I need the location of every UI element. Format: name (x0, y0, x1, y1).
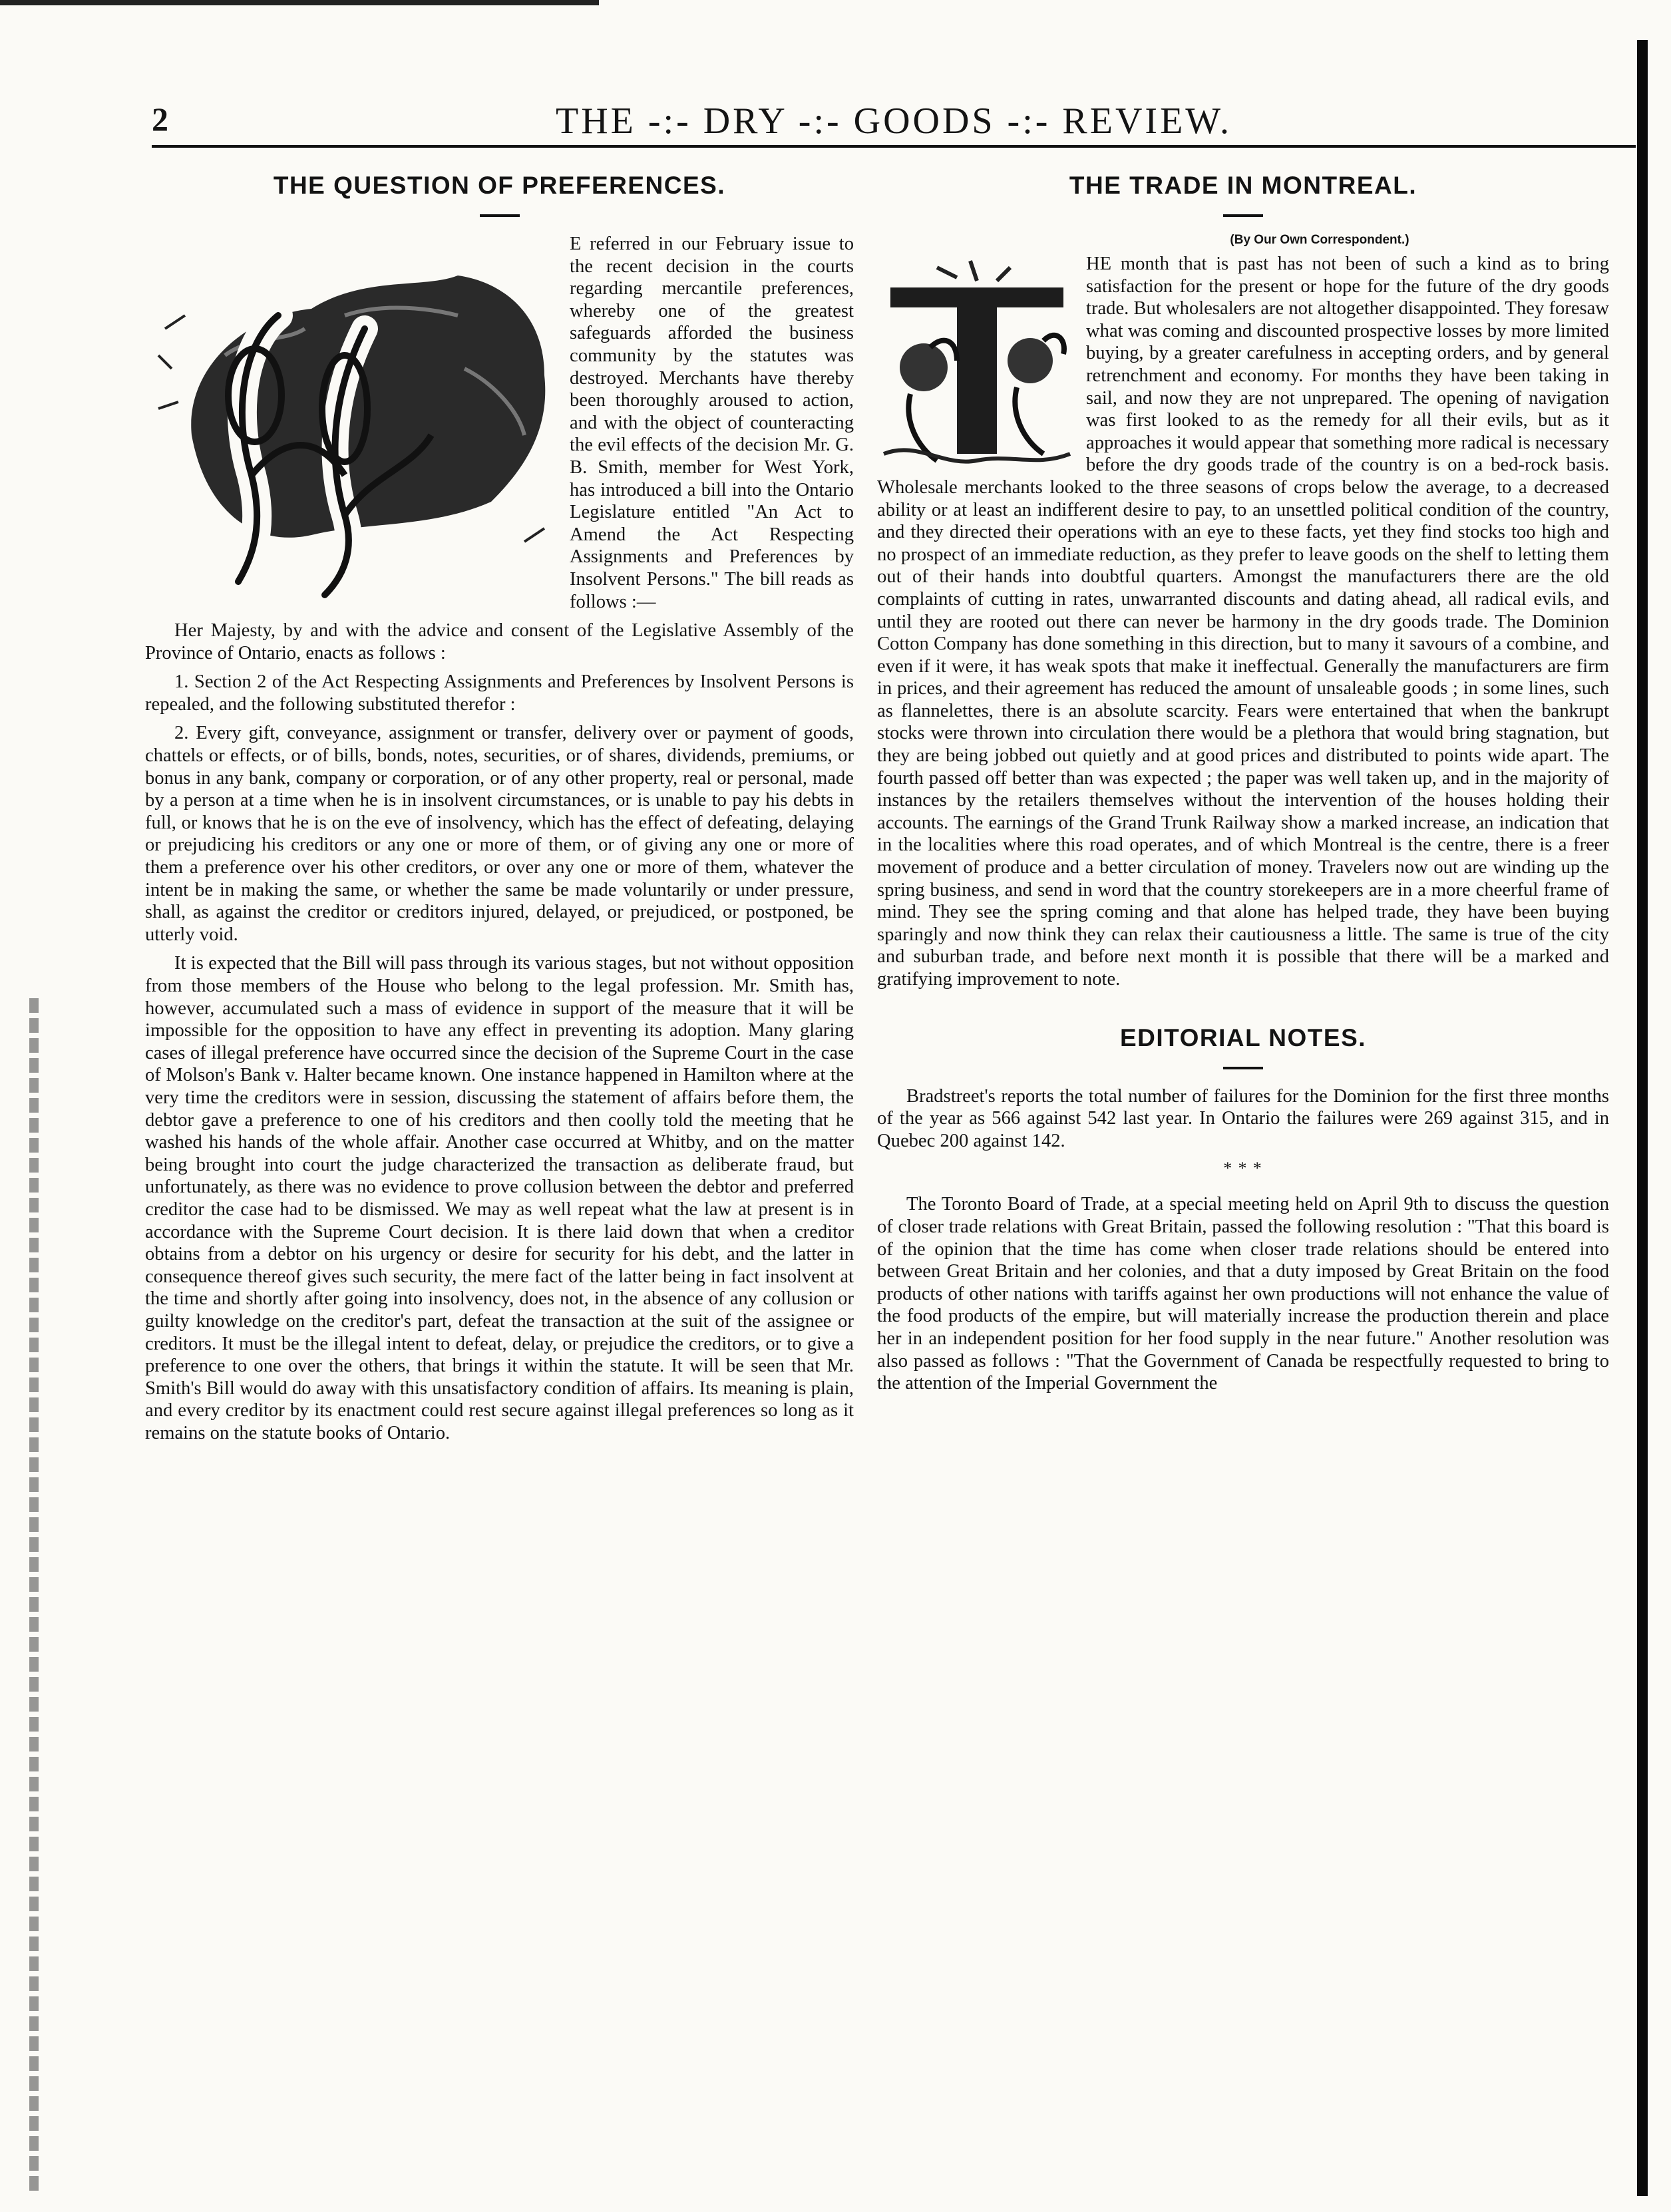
byline: (By Our Own Correspondent.) (1230, 233, 1409, 247)
scan-edge-right (1637, 40, 1648, 2196)
editorial-notes-heading: EDITORIAL NOTES. (1119, 1023, 1367, 1051)
header-rule (152, 145, 1636, 148)
paragraph: The Toronto Board of Trade, at a special meeting held on April 9th to discuss the question of closer trade relations with Great Britain, passed the following resolution : "That this board is of the opinion that the time has come when closer trade relations should be entered into between Great Britain and her colonies, and that a duty imposed by Great Britain on the food products of other nations with tariffs against her own productions will not enhance the value of the food products of the empire, but will materially increase the production therein and place her in an independent position for her food supply in the near future." Another resolution was also passed as follows : "That the Government of Canada be respectfully requested to bring to the attention of the Imperial Government the (877, 1194, 1609, 1394)
article-heading-montreal: THE TRADE IN MONTREAL. (1069, 172, 1417, 199)
running-head (152, 100, 1636, 160)
ornamental-initial-w (145, 236, 558, 608)
journal-title: THE -:- DRY -:- GOODS -:- REVIEW. (556, 100, 1232, 142)
paragraph: Her Majesty, by and with the advice and consent of the Legislative Assembly of the Province of Ontario, enacts as follows : (145, 620, 854, 663)
initial-w-illustration (145, 236, 558, 608)
paragraph: 2. Every gift, conveyance, assignment or transfer, delivery over or payment of goods, chattels or effects, or of bills, bonds, notes, securities, or of shares, dividends, premiums, or bonus in any bank, company or corporation, or of any other property, real or personal, made by a person at a time when he is in insolvent circumstances, or is unable to pay his debts in full, or knows that he is on the eve of insolvency, which has the effect of defeating, delaying or prejudicing his creditors or any one or more of them, or of giving any one or more of them a preference over his other creditors, or over any one or more of them, whatever the intent be in making the same, or whether the same be made voluntarily or under pressure, shall, as against the creditor or creditors injured, delayed, or prejudiced, or postponed, be utterly void. (145, 723, 854, 945)
section-gap (877, 998, 1609, 1020)
right-column (877, 168, 1609, 1401)
article-heading-preferences: THE QUESTION OF PREFERENCES. (273, 172, 726, 199)
scan-edge-left (29, 998, 39, 2196)
scan-edge-top (0, 0, 599, 5)
paragraph: HE month that is past has not been of such a kind as to bring satisfaction for the present or hope for the future of the dry goods trade. But wholesalers are not altogether disappointed. They foresaw what was coming and discounted prospective losses by more limited buying, by a greater carefulness in accepting orders, and by general retrenchment and economy. For months they have been taking in sail, and now they are not unprepared. The opening of navigation was first looked to as the remedy for all their evils, but as it approaches it would appear that something more radical is necessary before the dry goods trade of the country is on a bed-rock basis. Wholesale merchants looked to the three seasons of crops below the average, to a decreased ability or at least an indifferent desire to pay, to an unsettled political condition of the country, and they directed their operations with an eye to these facts, yet they find stocks too high and no prospect of an immediate reduction, as they prefer to leave goods on the shelf to letting them out of their hands into doubtful quarters. Amongst the manufacturers there are the old complaints of cutting in rates, unwarranted discounts and dating ahead, all radical evils, and until they are rooted out there can never be harmony in the dry goods trade. The Dominion Cotton Company has done something in this direction, but to many it savours of a combine, and even if it were, it has weak spots that make it ineffectual. Generally the manufacturers are firm in prices, and their agreement has reduced the amount of unsaleable goods ; in some lines, such as flannelettes, there is an absolute scarcity. Fears were entertained that when the bankrupt stocks were thrown into circulation there would be a plethora that would bring stagnation, but they are being jobbed out quietly and at good prices and distributed to points wide apart. The fourth passed off better than was expected ; the paper was well taken up, and in the majority of instances by the retailers themselves without the intervention of the houses holding their accounts. The earnings of the Grand Trunk Railway show a marked increase, an indication that in the localities where this road operates, and of which Montreal is the centre, there is a freer movement of produce and a better circulation of money. Travelers now out are winding up the spring business, and send in word that the country storekeepers are in a more cheerful frame of mind. They see the spring coming and that alone has helped trade, they have been buying sparingly and now think they can relax their cautiousness a little. The same is true of the city and suburban trade, and before next month it is possible that there will be a marked and gratifying improvement to note. (877, 254, 1609, 990)
initial-t-illustration (877, 254, 1077, 474)
heading-rule (1223, 1067, 1263, 1069)
page-number: 2 (152, 100, 168, 138)
left-column (145, 168, 854, 1451)
ornamental-initial-t (877, 254, 1077, 474)
heading-rule (480, 214, 520, 217)
paragraph: E referred in our February issue to the recent decision in the courts regarding mercantile preferences, whereby one of the greatest safeguards afforded the business community by the statutes was destroyed. Merchants have thereby been thoroughly aroused to action, and with the object of counteracting the evil effects of the decision Mr. G. B. Smith, member for West York, has introduced a bill into the Ontario Legislature entitled "An Act to Amend the Act Respecting Assignments and Preferences by Insolvent Persons." The bill reads as follows :— (570, 234, 854, 612)
asterism-separator: * * * (1223, 1159, 1263, 1179)
paragraph: Bradstreet's reports the total number of failures for the Dominion for the first three months of the year as 566 against 542 last year. In Ontario the failures were 269 against 315, and in Quebec 200 against 142. (877, 1085, 1609, 1151)
heading-rule (1223, 214, 1263, 217)
paragraph: It is expected that the Bill will pass through its various stages, but not without opposition from those members of the House who belong to the legal profession. Mr. Smith has, however, accumulated such a mass of evidence in support of the measure that it will be impossible for the opposition to have any effect in preventing its adoption. Many glaring cases of illegal preference have occurred since the decision of the Supreme Court in the case of Molson's Bank v. Halter became known. One instance happened in Hamilton where at the very time the creditors were in session, discussing the statement of affairs before them, the debtor gave a preference to one of his creditors and then coolly told the meeting that he washed his hands of the whole affair. Another case occurred at Whitby, and on the matter being brought into court the judge characterized the transaction as deliberate fraud, but unfortunately, as there was no evidence to prove collusion between the debtor and preferred creditor the case had to be dismissed. We may as well repeat what the law at present is in accordance with the Supreme Court decision. It is there laid down that when a creditor obtains from a debtor on his urgency or desire for security for his debt, and the latter in consequence thereof gives such security, the mere fact of the latter being in fact insolvent at the time and shortly after going into insolvency, does not, in the absence of any collusion or guilty knowledge on the creditor's part, defeat the transaction at the suit of the assignee or creditors. It must be the illegal intent to defeat, delay, or prejudice the creditors, or to give a preference to one over the others, that brings it within the statute. It will be seen that Mr. Smith's Bill would do away with this unsatisfactory condition of affairs. Its meaning is plain, and every creditor by its enactment could rest secure against illegal preferences so long as it remains on the statute books of Ontario. (145, 953, 854, 1443)
paragraph: 1. Section 2 of the Act Respecting Assignments and Preferences by Insolvent Persons is repealed, and the following substituted therefor : (145, 671, 854, 715)
